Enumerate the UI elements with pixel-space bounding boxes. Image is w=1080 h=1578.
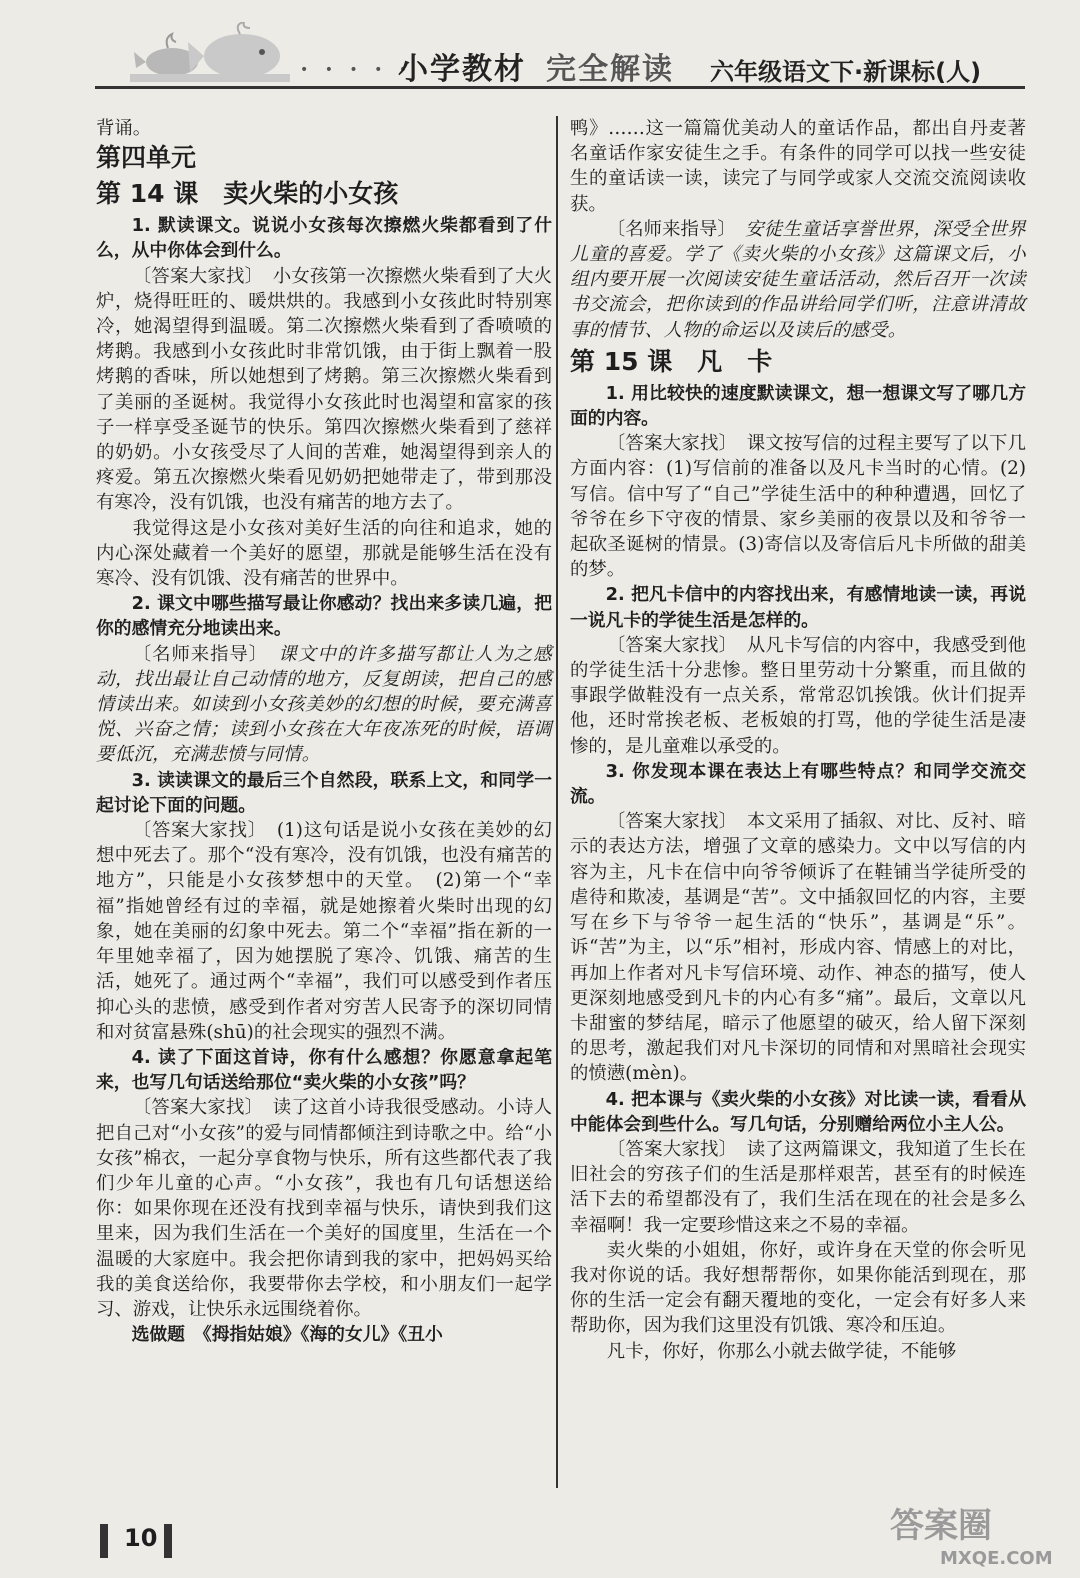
left-column <box>96 116 552 1347</box>
text-continuation: 背诵。 <box>96 118 152 139</box>
optional-task: 选做题 《拇指姑娘》《海的女儿》《丑小 <box>131 1324 443 1346</box>
question-2: 2. 把凡卡信中的内容找出来，有感情地读一读，再说一说凡卡的学徒生活是怎样的。 <box>570 584 1026 631</box>
answer-1-cont: 我觉得这是小女孩对美好生活的向往和追求，她的内心深处藏着一个美好的愿望，那就是能够生活在没有寒冷、没有饥饿、没有痛苦的世界中。 <box>96 517 552 590</box>
right-column <box>570 116 1026 1364</box>
watermark-logo: 答案圈 <box>890 1506 992 1546</box>
whale-logo-icon <box>130 22 290 82</box>
answer-3 <box>570 809 1026 1086</box>
page-number: 10 <box>124 1524 158 1552</box>
page-number-bar-left <box>100 1524 108 1558</box>
answer-text: 从凡卡写信的内容中，我感受到他的学徒生活十分悲惨。整日里劳动十分繁重，而且做的事跟学做鞋没有一点关系，常常忍饥挨饿。伙计们捉弄他，还时常挨老板、老板娘的打骂，他的学徒生活是凄惨的，是儿童难以承受的。 <box>570 634 1026 757</box>
answer-tag: 〔答案大家找〕 <box>132 820 258 842</box>
answer-text: 读了这首小诗我很受感动。小诗人把自己对“小女孩”的爱与同情都倾注到诗歌之中。给“小女孩”棉衣，一起分享食物与快乐，所有这些都代表了我们少年儿童的心声。“小女孩”，我也有几句话想送给你：如果你现在还没有找到幸福与快乐，请快到我们这里来，因为我们生活在一个美好的国度里，生活在一个温暖的大家庭中。我会把你请到我的家中，把妈妈买给我的美食送给你，我要带你去学校，和小朋友们一起学习、游戏，让快乐永远围绕着你。 <box>96 1097 552 1320</box>
guide-tag: 〔名师来指导〕 <box>606 218 727 240</box>
answer-text: 读了这两篇课文，我知道了生长在旧社会的穷孩子们的生活是那样艰苦，甚至有的时候连活下去的希望都没有了，我们生活在现在的社会是多么幸福啊！我一定要珍惜这来之不易的幸福。 <box>570 1138 1026 1236</box>
guide-tag: 〔名师来指导〕 <box>132 643 259 665</box>
guide-0 <box>570 217 1026 343</box>
optional-task-cont: 鸭》……这一篇篇优美动人的童话作品，都出自丹麦著名童话作家安徒生之手。有条件的同学可以找一些安徒生的童话读一读，读完了与同学或家人交流交流阅读收获。 <box>570 118 1026 215</box>
answer-text: 本文采用了插叙、对比、反衬、暗示的表达方法，增强了文章的感染力。文中以写信的内容为主，凡卡在信中向爷爷倾诉了在鞋铺当学徒所受的虐待和欺凌，基调是“苦”。文中插叙回忆的内容，主要写在乡下与爷爷一起生活的“快乐”，基调是“乐”。诉“苦”为主，以“乐”相衬，形成内容、情感上的对比，再加上作者对凡卡写信环境、动作、神态的描写，使人更深刻地感受到凡卡的内心有多“痛”。最后，文章以凡卡甜蜜的梦结尾，暗示了他愿望的破灭，给人留下深刻的思考，激起我们对凡卡深切的同情和对黑暗社会现实的愤懑(mèn)。 <box>570 811 1026 1085</box>
answer-3 <box>96 818 552 1045</box>
question-1: 1. 默读课文。说说小女孩每次擦燃火柴都看到了什么，从中你体会到什么。 <box>96 215 552 262</box>
answer-4-cont2: 凡卡，你好，你那么小就去做学徒，不能够 <box>606 1340 957 1362</box>
question-4: 4. 把本课与《卖火柴的小女孩》对比读一读，看看从中能体会到些什么。写几句话，分别赠给两位小主人公。 <box>570 1088 1026 1135</box>
answer-4 <box>570 1137 1026 1238</box>
brand-title-b: 完全解读 <box>546 52 674 87</box>
book-title: 六年级语文下·新课标(人) <box>710 58 982 86</box>
column-divider <box>556 116 558 1488</box>
question-2: 2. 课文中哪些描写最让你感动？找出来多读几遍，把你的感情充分地读出来。 <box>96 593 552 640</box>
answer-tag: 〔答案大家找〕 <box>606 433 729 455</box>
answer-4 <box>96 1095 552 1322</box>
question-4: 4. 读了下面这首诗，你有什么感想？你愿意拿起笔来，也写几句话送给那位“卖火柴的小女孩”吗？ <box>96 1046 552 1094</box>
guide-2 <box>96 642 552 768</box>
question-1: 1. 用比较快的速度默读课文，想一想课文写了哪几方面的内容。 <box>570 382 1026 430</box>
decor-dots: • • • • • <box>300 62 414 78</box>
answer-1 <box>96 264 552 516</box>
lesson-15-title: 第 15 课 凡 卡 <box>570 346 773 376</box>
watermark-url: MXQE.COM <box>940 1548 1053 1569</box>
answer-4-cont: 卖火柴的小姐姐，你好，或许身在天堂的你会听见我对你说的话。我好想帮帮你，如果你能活到现在，那你的生活一定会有翻天覆地的变化，一定会有好多人来帮助你，因为我们这里没有饥饿、寒冷和压迫。 <box>570 1239 1026 1337</box>
answer-text: 课文按写信的过程主要写了以下几方面内容：(1)写信前的准备以及凡卡当时的心情。(2)写信。信中写了“自己”学徒生活中的种种遭遇，回忆了爷爷在乡下守夜的情景、家乡美丽的夜景以及和爷爷一起砍圣诞树的情景。(3)寄信以及寄信后凡卡所做的甜美的梦。 <box>570 433 1026 581</box>
answer-tag: 〔答案大家找〕 <box>606 811 729 833</box>
page-number-bar-right <box>164 1524 172 1558</box>
answer-tag: 〔答案大家找〕 <box>606 1138 729 1160</box>
answer-2 <box>570 633 1026 759</box>
answer-text: 小女孩第一次擦燃火柴看到了大火炉，烧得旺旺的、暖烘烘的。我感到小女孩此时特别寒冷，她渴望得到温暖。第二次擦燃火柴看到了香喷喷的烤鹅。我感到小女孩此时非常饥饿，由于街上飘着一股烤鹅的香味，所以她想到了烤鹅。第三次擦燃火柴看到了美丽的圣诞树。我觉得小女孩此时也渴望和富家的孩子一样享受圣诞节的快乐。第四次擦燃火柴看到了慈祥的奶奶。小女孩受尽了人间的苦难，她渴望得到亲人的疼爱。第五次擦燃火柴看见奶奶把她带走了，带到那没有寒冷，没有饥饿，也没有痛苦的地方去了。 <box>96 265 552 514</box>
header-rule <box>95 86 1025 89</box>
page-header <box>0 0 1080 112</box>
answer-1 <box>570 431 1026 582</box>
unit-title: 第四单元 <box>96 143 197 173</box>
answer-tag: 〔答案大家找〕 <box>132 1097 255 1119</box>
guide-text: 课文中的许多描写都让人为之感动，找出最让自己动情的地方，反复朗读，把自己的感情读出来。如读到小女孩美妙的幻想的时候，要充满喜悦、兴奋之情；读到小女孩在大年夜冻死的时候，语调要低沉，充满悲愤与同情。 <box>96 643 552 766</box>
answer-tag: 〔答案大家找〕 <box>132 265 255 287</box>
brand-title-a: 小学教材 <box>398 52 526 87</box>
guide-text: 安徒生童话享誉世界，深受全世界儿童的喜爱。学了《卖火柴的小女孩》这篇课文后，小组内要开展一次阅读安徒生童话活动，然后召开一次读书交流会，把你读到的作品讲给同学们听，注意讲清故事的情节、人物的命运以及读后的感受。 <box>570 218 1026 341</box>
lesson-14-title: 第 14 课 卖火柴的小女孩 <box>96 179 399 209</box>
question-3: 3. 你发现本课在表达上有哪些特点？和同学交流交流。 <box>570 760 1026 808</box>
answer-tag: 〔答案大家找〕 <box>606 634 729 656</box>
answer-text: (1)这句话是说小女孩在美妙的幻想中死去了。那个“没有寒冷，没有饥饿，也没有痛苦的地方”，只能是小女孩梦想中的天堂。 (2)第一个“幸福”指她曾经有过的幸福，就是她擦着火柴时出现的幻象，她在美丽的幻象中死去。第二个“幸福”指在新的一年里她幸福了，因为她摆脱了寒冷、饥饿、痛苦的生活，她死了。通过两个“幸福”，我们可以感受到作者压抑心头的悲愤，感受到作者对穷苦人民寄予的深切同情和对贫富悬殊(shū)的社会现实的强烈不满。 <box>96 820 552 1043</box>
question-3: 3. 读读课文的最后三个自然段，联系上文，和同学一起讨论下面的问题。 <box>96 769 552 816</box>
